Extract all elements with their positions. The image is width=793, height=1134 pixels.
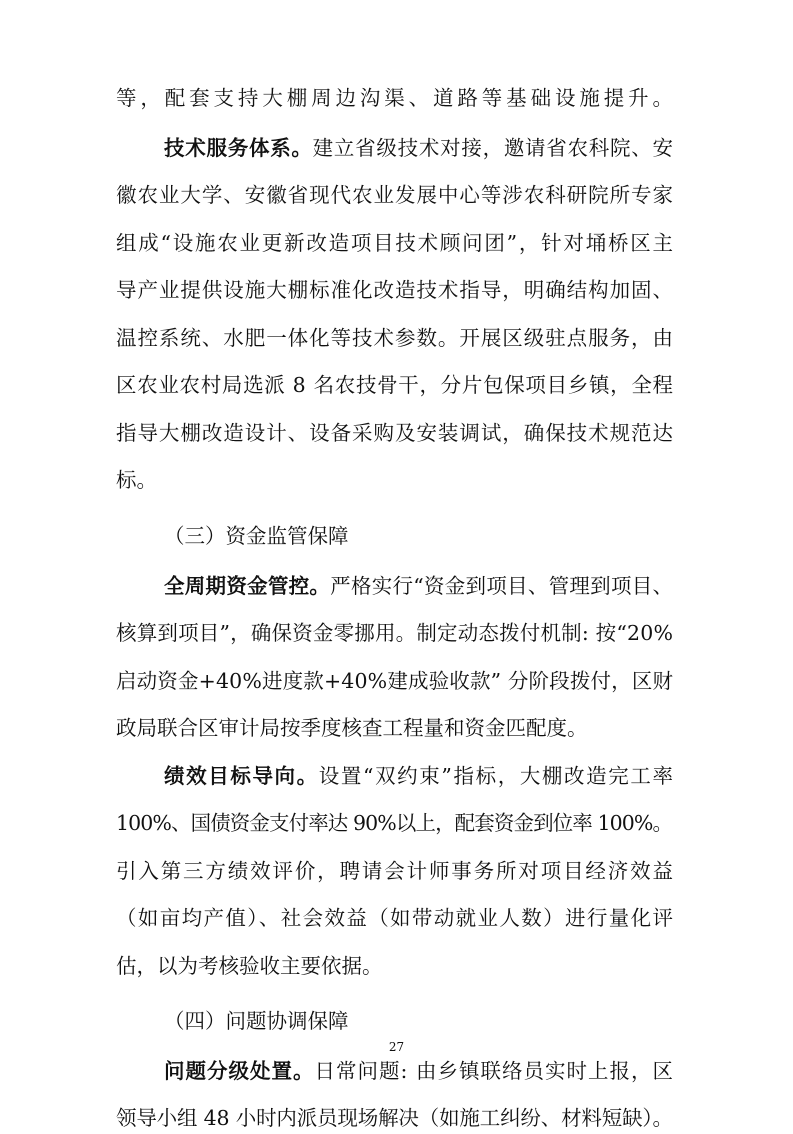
text-line (0, 417, 793, 449)
page-number: 27 (388, 1040, 405, 1054)
bold-heading-text: 全周期资金管控。 (164, 574, 331, 598)
text-line (0, 807, 793, 839)
text-line (0, 570, 793, 602)
text-line (0, 132, 793, 164)
bold-heading-text: 问题分级处置。 (164, 1059, 315, 1083)
text-line (0, 322, 793, 354)
paragraph-text: 徽农业大学、安徽省现代农业发展中心等涉农科研院所专家 (116, 183, 674, 207)
paragraph-text: 领导小组 48 小时内派员现场解决（如施工纠纷、材料短缺）。 (116, 1106, 673, 1130)
paragraph-text: 启动资金+40%进度款+40%建成验收款” 分阶段拨付，区财 (116, 669, 674, 693)
text-line (0, 464, 793, 496)
paragraph-text: 温控系统、水肥一体化等技术参数。开展区级驻点服务，由 (116, 326, 674, 350)
paragraph-text: 组成“设施农业更新改造项目技术顾问团”，针对埇桥区主 (116, 231, 675, 255)
paragraph-text: 建立省级技术对接，邀请省农科院、安 (312, 136, 674, 160)
paragraph-text: 指导大棚改造设计、设备采购及安装调试，确保技术规范达 (116, 421, 674, 445)
text-line (0, 902, 793, 934)
paragraph-text: 日常问题: 由乡镇联络员实时上报，区 (314, 1059, 674, 1083)
text-line (0, 369, 793, 401)
text-line (0, 274, 793, 306)
paragraph-text: （三）资金监管保障 (164, 524, 349, 548)
text-line (0, 82, 793, 114)
text-line (0, 665, 793, 697)
text-line (0, 855, 793, 887)
paragraph-text: 导产业提供设施大棚标准化改造技术指导，明确结构加固、 (116, 278, 674, 302)
paragraph-text: 标。 (116, 468, 157, 492)
text-line (0, 520, 793, 552)
text-line (0, 1005, 793, 1037)
text-line (0, 1102, 793, 1134)
paragraph-text: 设置“双约束”指标，大棚改造完工率 (318, 764, 675, 788)
paragraph-text: 区农业农村局选派 8 名农技骨干，分片包保项目乡镇，全程 (116, 373, 674, 397)
paragraph-text: 政局联合区审计局按季度核查工程量和资金匹配度。 (116, 716, 588, 740)
text-line (0, 617, 793, 649)
paragraph-text: 严格实行“资金到项目、管理到项目、 (330, 574, 674, 598)
paragraph-text: （四）问题协调保障 (164, 1009, 349, 1033)
text-line (0, 227, 793, 259)
paragraph-text: 估，以为考核验收主要依据。 (116, 954, 383, 978)
text-line (0, 712, 793, 744)
bold-heading-text: 绩效目标导向。 (164, 764, 319, 788)
paragraph-text: 核算到项目”，确保资金零挪用。制定动态拨付机制: 按“20% (116, 621, 674, 645)
text-line (0, 950, 793, 982)
text-line (0, 1055, 793, 1087)
bold-heading-text: 技术服务体系。 (164, 136, 313, 160)
text-line (0, 760, 793, 792)
text-line (0, 179, 793, 211)
paragraph-text: （如亩均产值）、社会效益（如带动就业人数）进行量化评 (116, 906, 675, 930)
paragraph-text: 100%、国债资金支付率达 90%以上，配套资金到位率 100%。 (116, 811, 673, 835)
paragraph-text: 等，配套支持大棚周边沟渠、道路等基础设施提升。 (116, 86, 677, 110)
paragraph-text: 引入第三方绩效评价，聘请会计师事务所对项目经济效益 (116, 859, 675, 883)
